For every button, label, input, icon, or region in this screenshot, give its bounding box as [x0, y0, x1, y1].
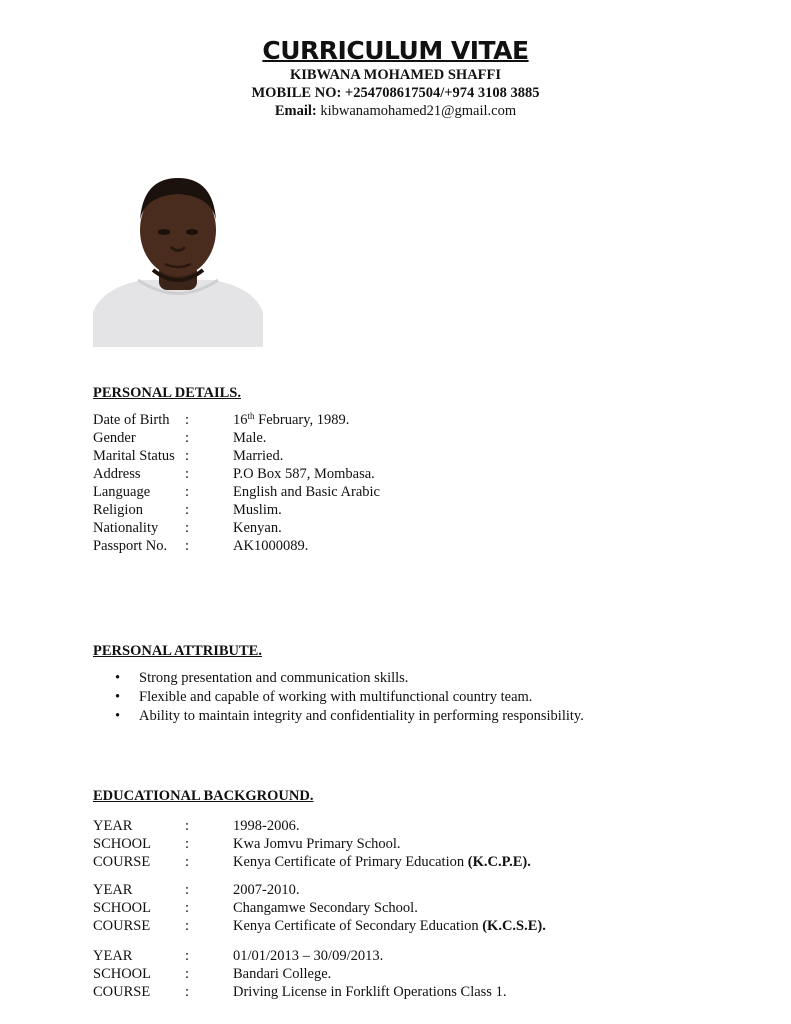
- education-key: SCHOOL: [93, 966, 152, 982]
- education-key: SCHOOL: [93, 836, 152, 852]
- mobile-number: MOBILE NO: +254708617504/+974 3108 3885: [251, 85, 540, 101]
- detail-value: Kenyan.: [233, 520, 282, 536]
- education-sep: :: [185, 836, 190, 852]
- list-item: • Strong presentation and communication skills.: [115, 670, 409, 686]
- education-value: 2007-2010.: [233, 882, 300, 898]
- personal-attribute-list: [93, 669, 584, 726]
- education-value: Bandari College.: [233, 966, 332, 982]
- detail-value: P.O Box 587, Mombasa.: [233, 466, 375, 482]
- personal-attribute-heading: PERSONAL ATTRIBUTE.: [93, 643, 262, 659]
- education-key: YEAR: [93, 818, 133, 834]
- education-heading: EDUCATIONAL BACKGROUND.: [93, 788, 314, 804]
- education-sep: :: [185, 918, 190, 934]
- education-key: SCHOOL: [93, 900, 152, 916]
- detail-sep: :: [185, 502, 190, 518]
- detail-key: Gender: [93, 430, 136, 446]
- education-value: Driving License in Forklift Operations Class 1.: [233, 984, 507, 1000]
- education-key: COURSE: [93, 854, 151, 870]
- education-sep: :: [185, 854, 190, 870]
- detail-sep: :: [185, 538, 190, 554]
- education-value: Changamwe Secondary School.: [233, 900, 418, 916]
- detail-value: 16th February, 1989.: [233, 411, 350, 428]
- detail-sep: :: [185, 430, 190, 446]
- education-sep: :: [185, 984, 190, 1000]
- education-sep: :: [185, 966, 190, 982]
- email-label: Email:: [274, 103, 317, 119]
- education-key: YEAR: [93, 882, 133, 898]
- profile-photo-illustration: [93, 172, 263, 347]
- detail-key: Date of Birth: [93, 412, 170, 428]
- education-sep: :: [185, 900, 190, 916]
- education-value: 1998-2006.: [233, 818, 300, 834]
- bullet-icon: •: [115, 689, 121, 705]
- detail-key: Nationality: [93, 520, 159, 536]
- education-sep: :: [185, 818, 190, 834]
- detail-key: Passport No.: [93, 538, 168, 554]
- education-value: Kenya Certificate of Secondary Education (K.C.S.E).: [233, 918, 546, 934]
- detail-value: Married.: [233, 448, 284, 464]
- detail-value: English and Basic Arabic: [233, 484, 380, 500]
- email-address[interactable]: kibwanamohamed21@gmail.com: [320, 103, 517, 119]
- profile-photo: [93, 172, 263, 347]
- document-title: CURRICULUM VITAE: [262, 36, 529, 65]
- detail-sep: :: [185, 448, 190, 464]
- applicant-name: KIBWANA MOHAMED SHAFFI: [289, 67, 502, 83]
- detail-key: Religion: [93, 502, 143, 518]
- education-key: COURSE: [93, 918, 151, 934]
- email-line: [0, 102, 791, 120]
- detail-key: Address: [93, 466, 141, 482]
- detail-sep: :: [185, 484, 190, 500]
- detail-key: Marital Status: [93, 448, 175, 464]
- education-key: YEAR: [93, 948, 133, 964]
- list-item: • Ability to maintain integrity and confidentiality in performing responsibility.: [115, 708, 584, 724]
- education-sep: :: [185, 948, 190, 964]
- detail-value: AK1000089.: [233, 538, 309, 554]
- education-key: COURSE: [93, 984, 151, 1000]
- list-item: • Flexible and capable of working with multifunctional country team.: [115, 689, 533, 705]
- bullet-icon: •: [115, 670, 121, 686]
- education-value: Kenya Certificate of Primary Education (K.C.P.E).: [233, 854, 531, 870]
- personal-details-heading: PERSONAL DETAILS.: [93, 385, 241, 401]
- education-sep: :: [185, 882, 190, 898]
- detail-value: Muslim.: [233, 502, 282, 518]
- detail-key: Language: [93, 484, 151, 500]
- detail-sep: :: [185, 466, 190, 482]
- bullet-icon: •: [115, 708, 121, 724]
- detail-value: Male.: [233, 430, 267, 446]
- cv-header: [0, 36, 791, 120]
- detail-sep: :: [185, 412, 190, 428]
- education-value: Kwa Jomvu Primary School.: [233, 836, 401, 852]
- detail-sep: :: [185, 520, 190, 536]
- education-value: 01/01/2013 – 30/09/2013.: [233, 948, 384, 964]
